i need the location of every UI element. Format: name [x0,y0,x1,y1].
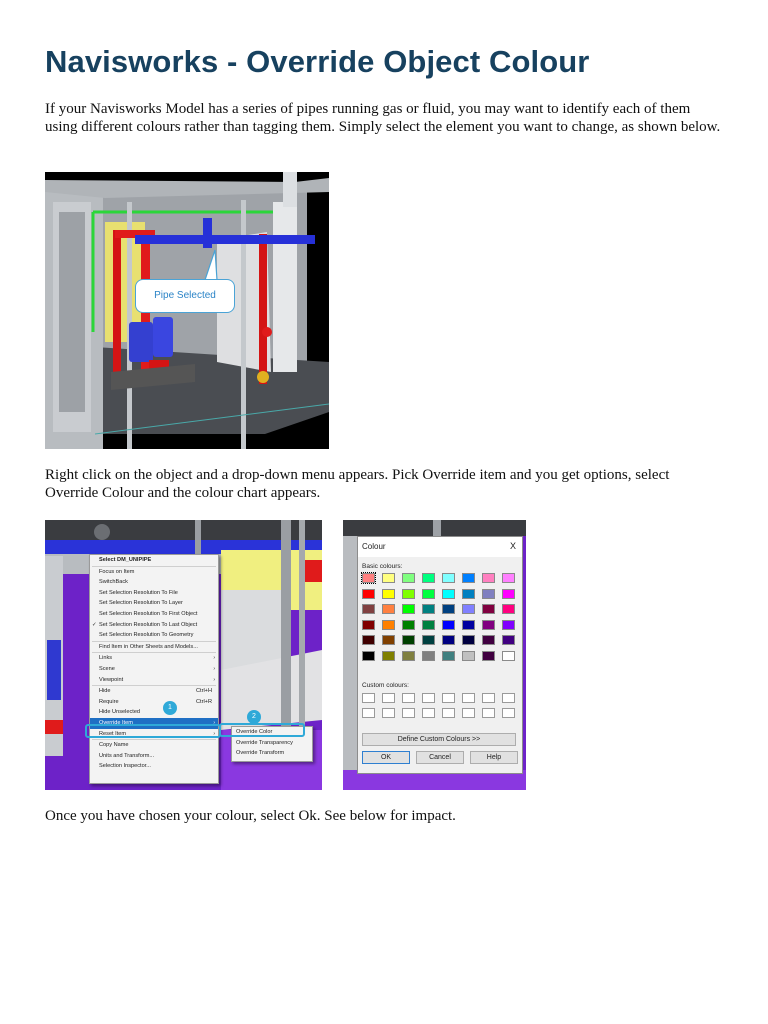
colour-dialog-screenshot [343,520,526,790]
colour-swatch[interactable] [442,589,455,599]
shortcut-label: Ctrl+R [195,698,212,705]
menu-item-switchback[interactable]: SwitchBack [99,579,128,586]
menu-item-resolution-geometry[interactable]: Set Selection Resolution To Geometry [99,632,194,639]
context-menu-screenshot [45,520,322,790]
colour-swatch[interactable] [442,620,455,630]
context-menu-paragraph: Right click on the object and a drop-down menu appears. Pick Override item and you get options, select Override Colour and the colour chart appears. [45,467,670,501]
context-menu-header: Select DM_UNIPIPE [99,557,152,563]
colour-swatch[interactable] [402,604,415,614]
closing-paragraph: Once you have chosen your colour, select Ok. See below for impact. [45,808,456,824]
colour-swatch[interactable] [482,589,495,599]
colour-swatch[interactable] [462,589,475,599]
menu-item-scene[interactable]: Scene › [90,664,218,675]
colour-swatch[interactable] [462,635,475,645]
submenu-arrow-icon: › [213,719,215,726]
colour-swatch[interactable] [462,604,475,614]
custom-colour-slot[interactable] [442,693,455,703]
override-item-highlight [85,724,221,738]
colour-swatch[interactable] [362,620,375,630]
colour-swatch[interactable] [382,635,395,645]
shortcut-label: Ctrl+H [195,688,212,695]
callout-label: Pipe Selected [154,290,216,301]
menu-item-resolution-layer[interactable]: Set Selection Resolution To Layer [99,600,183,607]
menu-item-copy-name[interactable]: Copy Name [99,742,129,749]
colour-swatch[interactable] [482,635,495,645]
submenu-item-override-transform[interactable]: Override Transform [236,750,285,757]
basic-colours-label: Basic colours: [362,563,403,570]
colour-dialog [357,536,523,774]
pipe-selected-screenshot [45,172,329,449]
menu-item-hide-unselected[interactable]: Hide Unselected [99,709,141,716]
colour-swatch[interactable] [482,604,495,614]
colour-swatch[interactable] [442,604,455,614]
colour-swatch[interactable] [362,651,375,661]
colour-swatch[interactable] [362,589,375,599]
colour-swatch[interactable] [382,604,395,614]
custom-colour-slot[interactable] [402,708,415,718]
custom-colour-slot[interactable] [362,693,375,703]
colour-swatch[interactable] [422,589,435,599]
colour-swatch[interactable] [502,589,515,599]
submenu-arrow-icon: › [213,655,215,662]
custom-colour-slot[interactable] [442,708,455,718]
menu-item-focus-on-item[interactable]: Focus on Item [99,568,135,575]
colour-swatch[interactable] [462,651,475,661]
colour-swatch[interactable] [422,651,435,661]
custom-colour-slot[interactable] [462,708,475,718]
submenu-item-override-transparency[interactable]: Override Transparency [236,739,293,746]
custom-colour-slot[interactable] [502,693,515,703]
menu-item-units-and-transform[interactable]: Units and Transform... [99,752,155,759]
context-menu [89,554,219,784]
menu-item-reset-item[interactable]: Reset Item › [90,729,218,740]
menu-item-override-item[interactable]: Override Item › [90,718,218,729]
colour-swatch[interactable] [502,635,515,645]
page-title: Navisworks - Override Object Colour [45,44,590,79]
menu-item-require[interactable]: Require Ctrl+R [90,697,218,708]
colour-swatch[interactable] [382,573,395,583]
step-badge-2: 2 [247,710,261,724]
override-color-highlight [219,723,305,737]
colour-swatch[interactable] [422,635,435,645]
custom-colour-slot[interactable] [402,693,415,703]
custom-colour-slot[interactable] [482,693,495,703]
menu-item-find-item[interactable]: Find Item in Other Sheets and Models... [99,643,198,650]
check-icon: ✓ [92,621,97,628]
custom-colour-slot[interactable] [422,693,435,703]
colour-swatch[interactable] [422,573,435,583]
colour-swatch[interactable] [422,604,435,614]
custom-colours-label: Custom colours: [362,682,409,689]
cancel-button[interactable]: Cancel [416,751,464,764]
colour-swatch[interactable] [402,620,415,630]
menu-item-links[interactable]: Links › [90,653,218,664]
colour-swatch[interactable] [402,573,415,583]
step-badge-1: 1 [163,701,177,715]
colour-swatch[interactable] [382,651,395,661]
submenu-arrow-icon: › [213,730,215,737]
colour-swatch[interactable] [442,635,455,645]
colour-swatch[interactable] [362,573,375,583]
help-button[interactable]: Help [470,751,518,764]
colour-swatch[interactable] [502,651,515,661]
basic-colour-grid [362,573,522,669]
submenu-item-override-color[interactable]: Override Color [236,729,273,735]
colour-swatch[interactable] [402,651,415,661]
custom-colour-slot[interactable] [382,693,395,703]
colour-swatch[interactable] [482,620,495,630]
colour-swatch[interactable] [442,651,455,661]
submenu-arrow-icon: › [213,665,215,672]
colour-swatch[interactable] [462,620,475,630]
menu-item-resolution-last-object[interactable]: ✓ Set Selection Resolution To Last Object [90,620,218,631]
colour-swatch[interactable] [462,573,475,583]
menu-item-hide[interactable]: Hide Ctrl+H [90,686,218,697]
dialog-titlebar [358,537,522,557]
intro-paragraph: If your Navisworks Model has a series of pipes running gas or fluid, you may want to identify each of them using different colours rather than tagging them. Simply select the element you want to change, as shown below. [45,101,721,135]
colour-swatch[interactable] [382,620,395,630]
colour-swatch[interactable] [442,573,455,583]
ok-button[interactable]: OK [362,751,410,764]
custom-colour-slot[interactable] [382,708,395,718]
colour-swatch[interactable] [362,635,375,645]
colour-swatch[interactable] [482,573,495,583]
colour-swatch[interactable] [502,604,515,614]
colour-swatch[interactable] [402,635,415,645]
define-custom-colours-button[interactable]: Define Custom Colours >> [362,733,516,746]
dialog-title: Colour [362,542,386,551]
colour-swatch[interactable] [502,620,515,630]
menu-item-viewpoint[interactable]: Viewpoint › [90,675,218,686]
menu-item-selection-inspector[interactable]: Selection Inspector... [99,763,151,770]
custom-colour-slot[interactable] [362,708,375,718]
custom-colour-slot[interactable] [422,708,435,718]
colour-swatch[interactable] [422,620,435,630]
colour-swatch[interactable] [482,651,495,661]
custom-colour-grid [362,693,522,723]
submenu-arrow-icon: › [213,676,215,683]
custom-colour-slot[interactable] [462,693,475,703]
custom-colour-slot[interactable] [482,708,495,718]
pipe-selected-callout [135,279,235,313]
close-icon[interactable]: X [509,541,516,551]
colour-swatch[interactable] [402,589,415,599]
menu-item-resolution-first-object[interactable]: Set Selection Resolution To First Object [99,610,198,617]
colour-swatch[interactable] [502,573,515,583]
menu-item-resolution-file[interactable]: Set Selection Resolution To File [99,589,178,596]
custom-colour-slot[interactable] [502,708,515,718]
colour-swatch[interactable] [362,604,375,614]
colour-swatch[interactable] [382,589,395,599]
